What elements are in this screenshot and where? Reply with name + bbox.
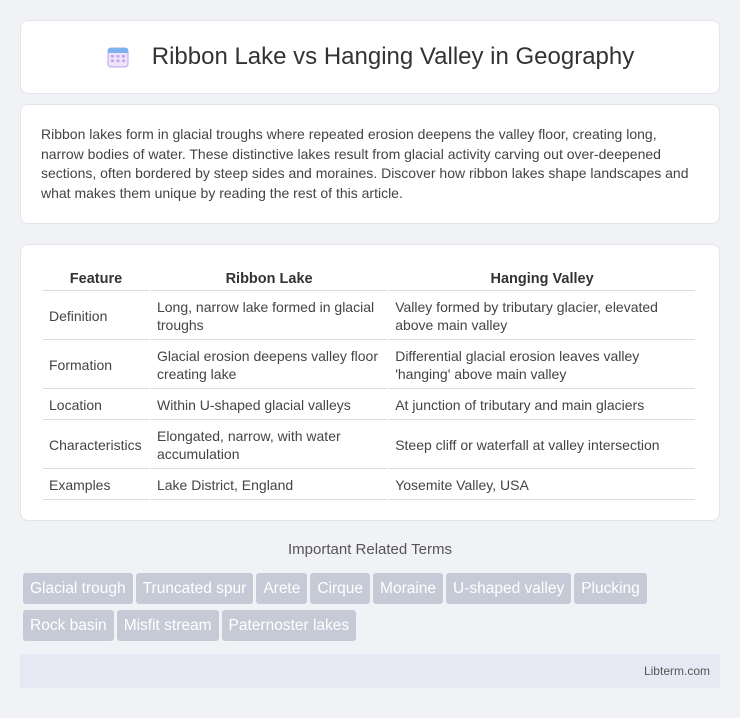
table-row (43, 471, 695, 500)
calendar-icon (106, 45, 130, 69)
tag-u-shaped-valley[interactable]: U-shaped valley (446, 573, 571, 604)
table-row (43, 342, 695, 389)
tag-misfit-stream[interactable]: Misfit stream (117, 610, 219, 641)
tag-paternoster-lakes[interactable]: Paternoster lakes (222, 610, 357, 641)
table-cell: Formation (43, 342, 149, 389)
footer-brand[interactable]: Libterm.com (643, 664, 710, 678)
table-header-row (43, 267, 695, 291)
table-cell: Valley formed by tributary glacier, elevated above main valley (389, 293, 695, 340)
tag-glacial-trough[interactable]: Glacial trough (23, 573, 133, 604)
table-cell: Location (43, 391, 149, 420)
related-terms-title: Important Related Terms (288, 541, 452, 558)
tag-moraine[interactable]: Moraine (373, 573, 443, 604)
table-cell: Yosemite Valley, USA (389, 471, 695, 500)
intro-card (20, 104, 720, 224)
table-cell: At junction of tributary and main glaciers (389, 391, 695, 420)
header-card (20, 20, 720, 94)
table-row (43, 293, 695, 340)
related-terms-list (23, 573, 723, 647)
table-cell: Elongated, narrow, with water accumulation (151, 422, 387, 469)
tag-rock-basin[interactable]: Rock basin (23, 610, 114, 641)
table-cell: Glacial erosion deepens valley floor creating lake (151, 342, 387, 389)
page-title: Ribbon Lake vs Hanging Valley in Geography (151, 43, 635, 70)
tag-plucking[interactable]: Plucking (574, 573, 647, 604)
footer (20, 654, 720, 688)
table-cell: Examples (43, 471, 149, 500)
header-ribbon-lake: Ribbon Lake (151, 267, 387, 291)
tag-truncated-spur[interactable]: Truncated spur (136, 573, 254, 604)
table-cell: Steep cliff or waterfall at valley intersection (389, 422, 695, 469)
table-cell: Differential glacial erosion leaves valley 'hanging' above main valley (389, 342, 695, 389)
tag-cirque[interactable]: Cirque (310, 573, 370, 604)
table-cell: Within U-shaped glacial valleys (151, 391, 387, 420)
table-cell: Lake District, England (151, 471, 387, 500)
table-cell: Definition (43, 293, 149, 340)
table-cell: Characteristics (43, 422, 149, 469)
header-hanging-valley: Hanging Valley (389, 267, 695, 291)
tag-arete[interactable]: Arete (256, 573, 307, 604)
intro-text: Ribbon lakes form in glacial troughs where repeated erosion deepens the valley floor, creating long, narrow bodies of water. These distinctive lakes result from glacial activity carving out over-deepened sections, often bordered by steep sides and moraines. Discover how ribbon lakes shape landscapes and what makes them unique by reading the rest of this article. (41, 126, 689, 201)
comparison-table (41, 265, 697, 502)
comparison-table-card (20, 244, 720, 521)
table-row (43, 422, 695, 469)
table-row (43, 391, 695, 420)
header-feature: Feature (43, 267, 149, 291)
table-cell: Long, narrow lake formed in glacial troughs (151, 293, 387, 340)
